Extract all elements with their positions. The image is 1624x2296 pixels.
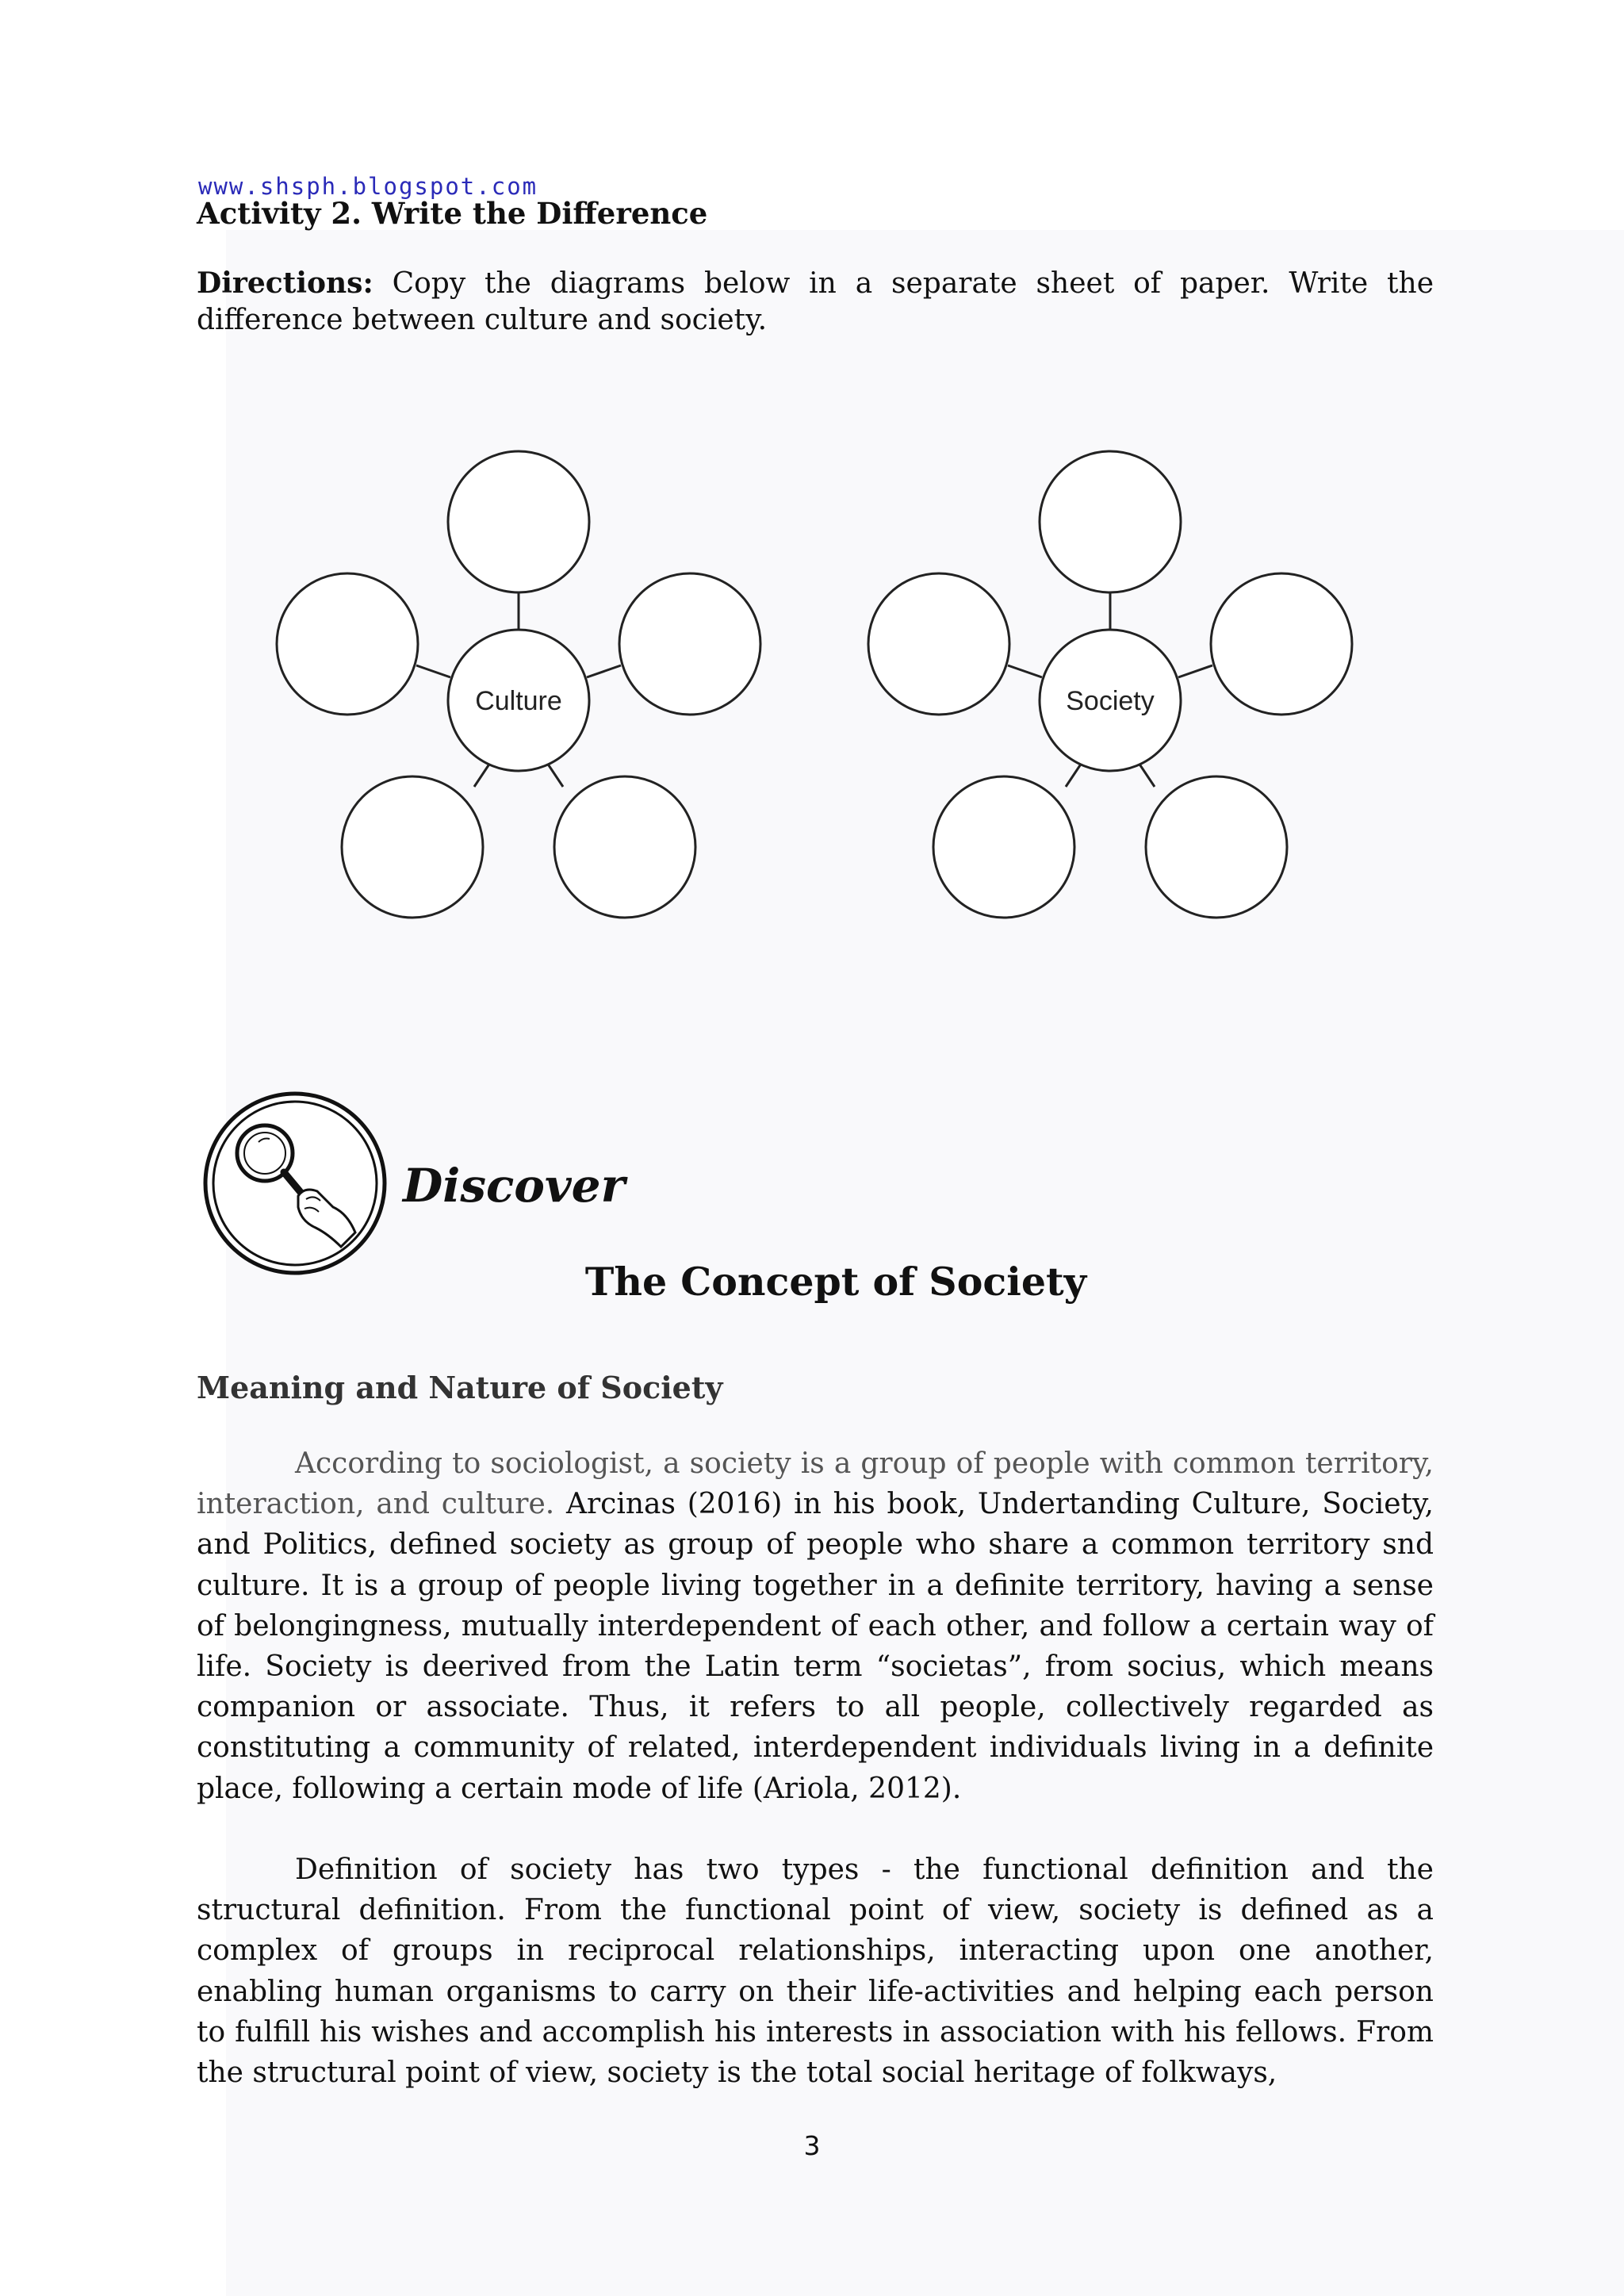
society-empty-circle-bottom-left [933,776,1074,918]
watermark-url: www.shsph.blogspot.com [198,173,538,200]
directions-text: Copy the diagrams below in a separate sheet of paper. Write the difference between culture and society. [197,267,1434,336]
discover-heading: Discover [403,1159,626,1213]
paragraph-body-text: Arcinas (2016) in his book, Undertanding Culture, Society, and Politics, defined society as group of people who share a common territory snd culture. It is a group of people living together in a definite territory, having a sense of belongingness, mutually interdependent of each other, and follow a certain way of life. Society is deerived from the Latin term “societas”, from socius, which means companion or associate. Thus, it refers to all people, collectively regarded as constituting a community of related, interdependent individuals living in a definite place, following a certain mode of life (Ariola, 2012). [197,1488,1434,1805]
society-empty-circle-top [1040,451,1181,592]
society-empty-circle-left [868,573,1009,715]
directions-paragraph [197,265,1434,339]
activity-title: Activity 2. Write the Difference [197,196,708,231]
society-center-label: Society [1066,686,1155,716]
society-empty-circle-bottom-right [1146,776,1287,918]
culture-empty-circle-top [448,451,589,592]
directions-label: Directions: [197,266,373,300]
culture-connector-left [416,665,450,677]
society-empty-circle-right [1211,573,1352,715]
society-connector-right [1178,665,1212,677]
page-number: 3 [803,2130,821,2161]
culture-connector-right [587,665,621,677]
culture-empty-circle-left [277,573,418,715]
paragraph-lead-text: According to sociologist, a society is a group of people with common territory, interaction, and culture. [197,1447,1434,1521]
paragraph-definition-types: Definition of society has two types - the functional definition and the structural definition. From the functional point of view, society is defined as a complex of groups in reciprocal relationships, interacting upon one another, enabling human organisms to carry on their life-activities and helping each person to fulfill his wishes and accomplish his interests in association with his fellows. From the structural point of view, society is the total social heritage of folkways, [197,1853,1434,2090]
culture-empty-circle-right [619,573,760,715]
concept-map-drawing [238,428,1396,936]
section-heading: Meaning and Nature of Society [197,1370,723,1405]
culture-empty-circle-bottom-left [342,776,483,918]
culture-empty-circle-bottom-right [554,776,695,918]
magnifying-glass-icon [200,1088,390,1278]
concept-title: The Concept of Society [584,1259,1087,1305]
culture-center-label: Culture [475,686,562,716]
society-connector-left [1008,665,1042,677]
paragraph-meaning [197,1443,1434,1809]
